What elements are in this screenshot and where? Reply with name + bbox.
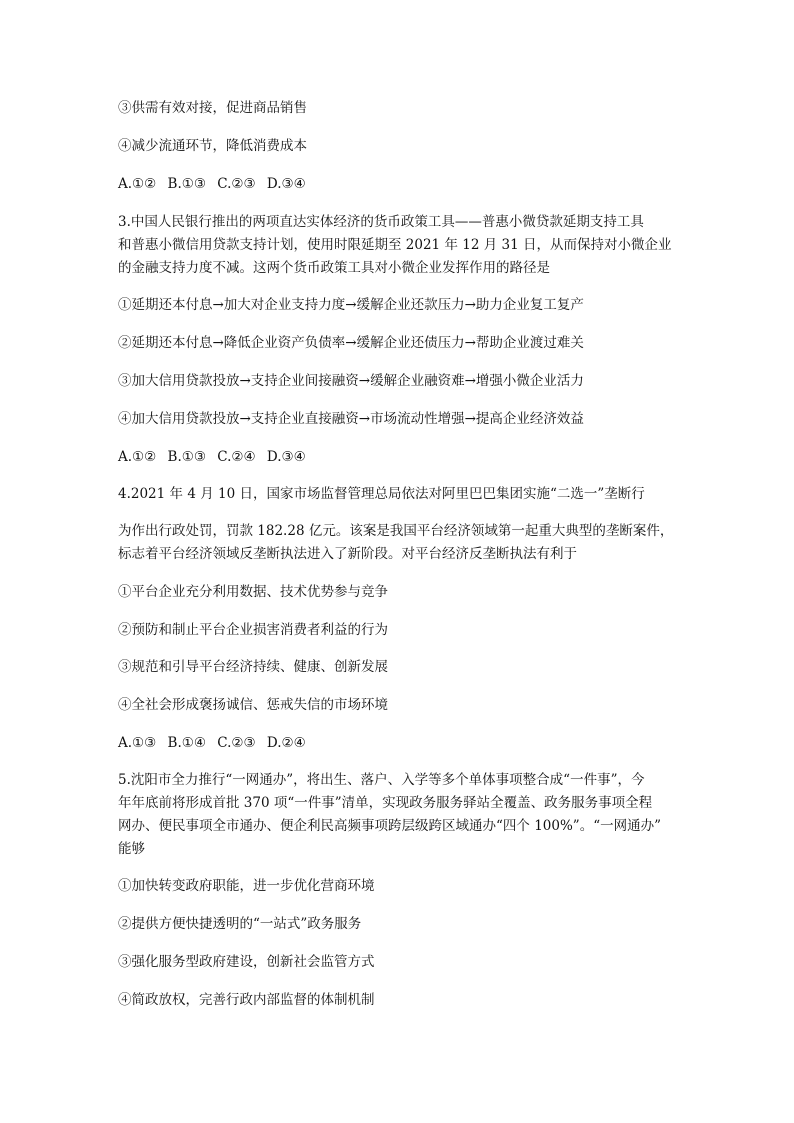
q5-stem-line-2: 年年底前将形成首批 370 项“一件事”清单，实现政务服务驿站全覆盖、政务服务事项全程	[118, 795, 653, 811]
q4-answer-choices	[118, 734, 313, 752]
q5-option-3: ③强化服务型政府建设，创新社会监管方式	[118, 954, 375, 970]
q3-option-2: ②延期还本付息→降低企业资产负债率→缓解企业还债压力→帮助企业渡过难关	[118, 335, 584, 351]
q5-option-2: ②提供方便快捷透明的“一站式”政务服务	[118, 916, 362, 932]
q3-option-3: ③加大信用贷款投放→支持企业间接融资→缓解企业融资难→增强小微企业活力	[118, 373, 584, 389]
q4-option-1: ①平台企业充分利用数据、技术优势参与竞争	[118, 584, 388, 600]
choice-c: C.②③	[217, 735, 256, 751]
q5-option-4: ④简政放权，完善行政内部监督的体制机制	[118, 992, 375, 1008]
choice-a: A.①②	[118, 176, 157, 192]
q4-stem-line-3: 标志着平台经济领域反垄断执法进入了新阶段。对平台经济反垄断执法有利于	[118, 546, 577, 562]
choice-d: D.②④	[266, 735, 306, 751]
choice-b: B.①④	[167, 735, 206, 751]
choice-b: B.①③	[167, 176, 206, 192]
q4-stem-line-1: 4.2021 年 4 月 10 日，国家市场监督管理总局依法对阿里巴巴集团实施“二选一”垄断行	[118, 486, 645, 502]
choice-a: A.①②	[118, 449, 157, 465]
q3-answer-choices	[118, 448, 313, 466]
q2-option-3: ③供需有效对接，促进商品销售	[118, 100, 307, 116]
q3-option-4: ④加大信用贷款投放→支持企业直接融资→市场流动性增强→提高企业经济效益	[118, 411, 584, 427]
choice-d: D.③④	[266, 449, 306, 465]
q4-stem-line-2: 为作出行政处罚，罚款 182.28 亿元。该案是我国平台经济领域第一起重大典型的垄断案件，	[118, 523, 674, 539]
q2-option-4: ④减少流通环节，降低消费成本	[118, 138, 307, 154]
q3-stem-line-2: 和普惠小微信用贷款支持计划，使用时限延期至 2021 年 12 月 31 日，从而保持对小微企业	[118, 237, 672, 253]
q5-stem-line-4: 能够	[118, 841, 145, 857]
q3-option-1: ①延期还本付息→加大对企业支持力度→缓解企业还款压力→助力企业复工复产	[118, 297, 584, 313]
q5-stem-line-3: 网办、便民事项全市通办、便企利民高频事项跨层级跨区域通办“四个 100%”。“一网通办”	[118, 818, 661, 834]
q5-stem-line-1: 5.沈阳市全力推行“一网通办”，将出生、落户、入学等多个单体事项整合成“一件事”，今	[118, 772, 645, 788]
q5-option-1: ①加快转变政府职能，进一步优化营商环境	[118, 878, 375, 894]
choice-d: D.③④	[266, 176, 306, 192]
choice-c: C.②④	[217, 449, 256, 465]
q3-stem-line-3: 的金融支持力度不减。这两个货币政策工具对小微企业发挥作用的路径是	[118, 260, 550, 276]
choice-a: A.①③	[118, 735, 157, 751]
choice-b: B.①③	[167, 449, 206, 465]
q4-option-4: ④全社会形成褒扬诚信、惩戒失信的市场环境	[118, 697, 388, 713]
q4-option-3: ③规范和引导平台经济持续、健康、创新发展	[118, 659, 388, 675]
choice-c: C.②③	[217, 176, 256, 192]
q4-option-2: ②预防和制止平台企业损害消费者利益的行为	[118, 622, 388, 638]
q3-stem-line-1: 3.中国人民银行推出的两项直达实体经济的货币政策工具——普惠小微贷款延期支持工具	[118, 214, 644, 230]
q2-answer-choices	[118, 175, 313, 193]
